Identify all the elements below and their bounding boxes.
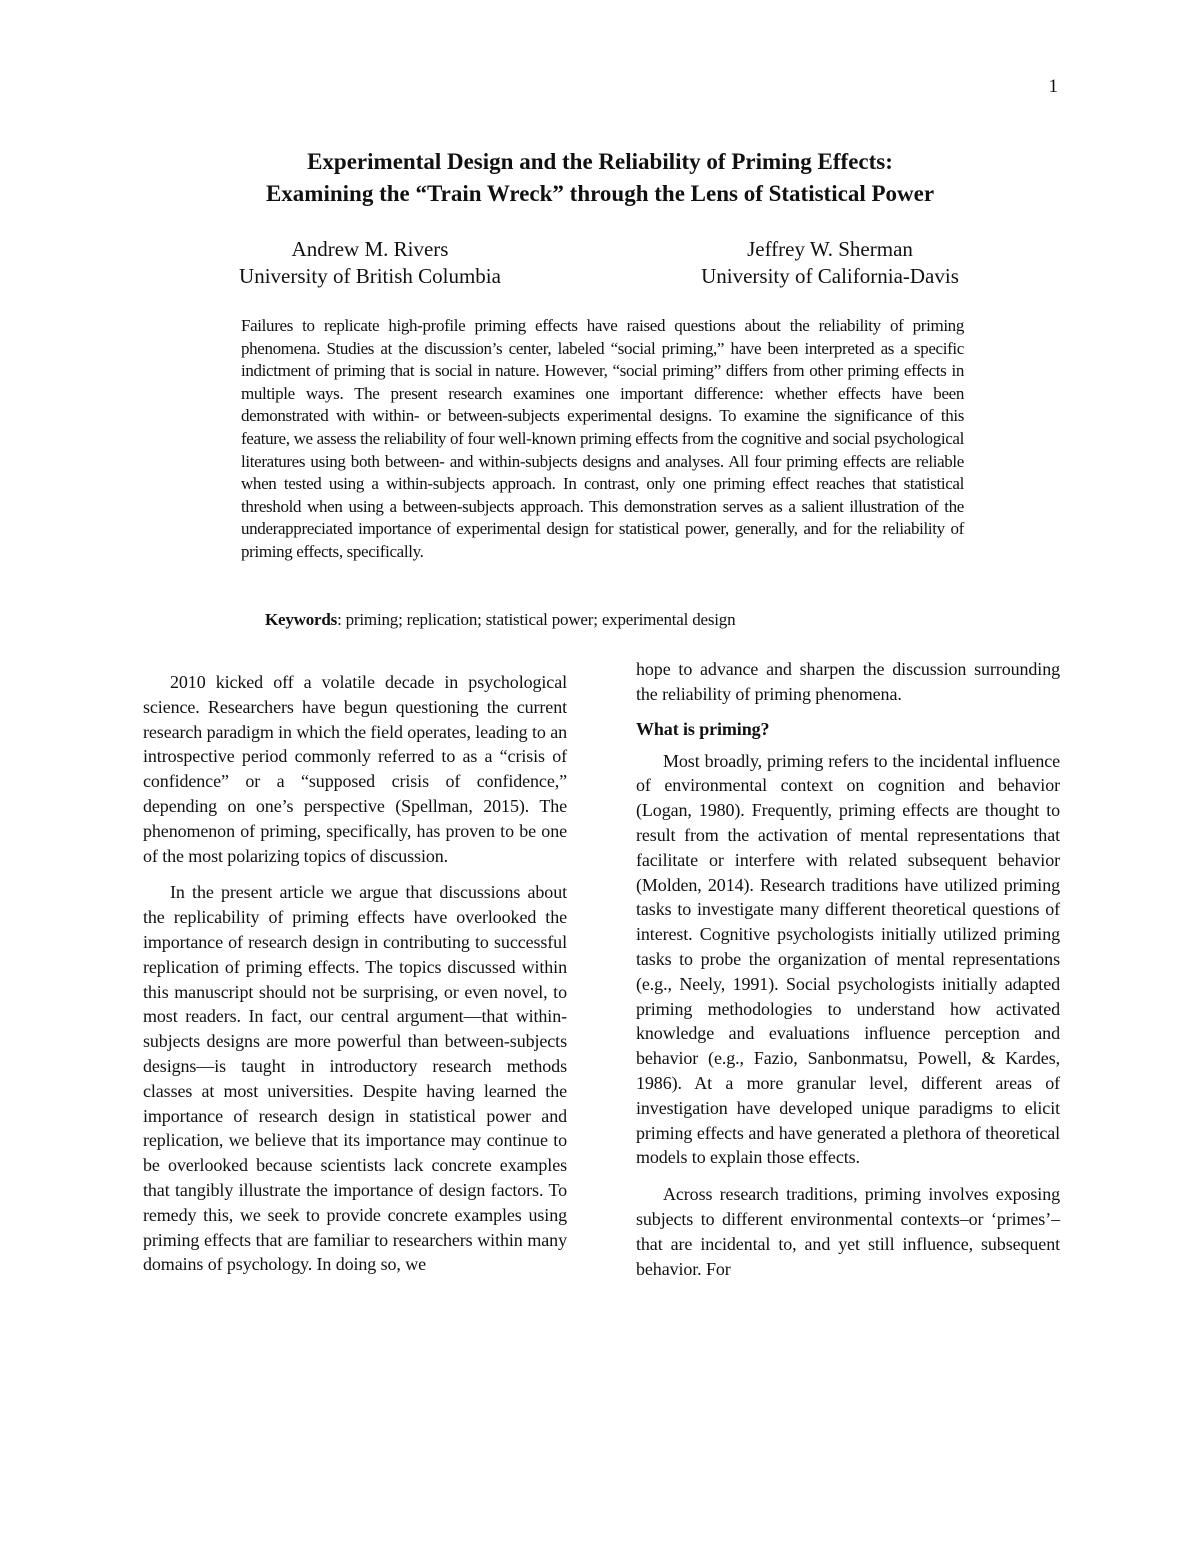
page-number: 1: [1048, 76, 1058, 97]
body-left-column: [143, 670, 567, 1277]
body-paragraph: 2010 kicked off a volatile decade in psychological science. Researchers have begun questioning the current research paradigm in which the field operates, leading to an introspective period commonly referred to as a “crisis of confidence” or a “supposed crisis of confidence,” depending on one’s perspective (Spellman, 2015). The phenomenon of priming, specifically, has proven to be one of the most polarizing topics of discussion.: [143, 672, 567, 866]
author-2: [620, 236, 1040, 290]
keywords: [265, 609, 965, 631]
author-1-affiliation: University of British Columbia: [239, 264, 501, 288]
author-2-affiliation: University of California-Davis: [701, 264, 959, 288]
body-right-column: [636, 657, 1060, 1281]
author-1: [160, 236, 580, 290]
body-paragraph: In the present article we argue that discussions about the replicability of priming effects have overlooked the importance of research design in contributing to successful replication of priming effects. The topics discussed within this manuscript should not be surprising, or even novel, to most readers. In fact, our central argument—that within-subjects designs are more powerful than between-subjects designs—is taught in introductory research methods classes at most universities. Despite having learned the importance of research design in statistical power and replication, we believe that its importance may continue to be overlooked because scientists lack concrete examples that tangibly illustrate the importance of design factors. To remedy this, we seek to provide concrete examples using priming effects that are familiar to researchers within many domains of psychology. In doing so, we: [143, 882, 567, 1275]
author-1-name: Andrew M. Rivers: [291, 237, 449, 261]
section-heading: What is priming?: [636, 718, 770, 739]
body-paragraph: Most broadly, priming refers to the incidental influence of environmental context on cognition and behavior (Logan, 1980). Frequently, priming effects are thought to result from the activation of mental representations that facilitate or interfere with related subsequent behavior (Molden, 2014). Research traditions have utilized priming tasks to investigate many different theoretical questions of interest. Cognitive psychologists initially utilized priming tasks to probe the organization of mental representations (e.g., Neely, 1991). Social psychologists initially adapted priming methodologies to understand how activated knowledge and evaluations influence perception and behavior (e.g., Fazio, Sanbonmatsu, Powell, & Kardes, 1986). At a more granular level, different areas of investigation have developed unique paradigms to elicit priming effects and have generated a plethora of theoretical models to explain those effects.: [636, 750, 1060, 1168]
title-line-2: Examining the “Train Wreck” through the Lens of Statistical Power: [265, 181, 935, 206]
paper-title: [0, 146, 1200, 210]
title-line-1: Experimental Design and the Reliability of Priming Effects:: [307, 149, 893, 174]
body-paragraph-continuation: hope to advance and sharpen the discussion surrounding the reliability of priming phenomena.: [636, 659, 1060, 704]
author-2-name: Jeffrey W. Sherman: [747, 237, 913, 261]
keywords-label: Keywords: [265, 610, 338, 629]
body-paragraph: Across research traditions, priming involves exposing subjects to different environmental contexts–or ‘primes’–that are incidental to, and yet still influence, subsequent behavior. For: [636, 1184, 1060, 1279]
keywords-text: : priming; replication; statistical power; experimental design: [337, 610, 736, 629]
abstract: Failures to replicate high-profile priming effects have raised questions about the reliability of priming phenomena. Studies at the discussion’s center, labeled “social priming,” have been interpreted as a specific indictment of priming that is social in nature. However, “social priming” differs from other priming effects in multiple ways. The present research examines one important difference: whether effects have been demonstrated with within- or between-subjects experimental designs. To examine the significance of this feature, we assess the reliability of four well-known priming effects from the cognitive and social psychological literatures using both between- and within-subjects designs and analyses. All four priming effects are reliable when tested using a within-subjects approach. In contrast, only one priming effect reaches that statistical threshold when using a between-subjects approach. This demonstration serves as a salient illustration of the underappreciated importance of experimental design for statistical power, generally, and for the reliability of priming effects, specifically.: [241, 316, 964, 561]
